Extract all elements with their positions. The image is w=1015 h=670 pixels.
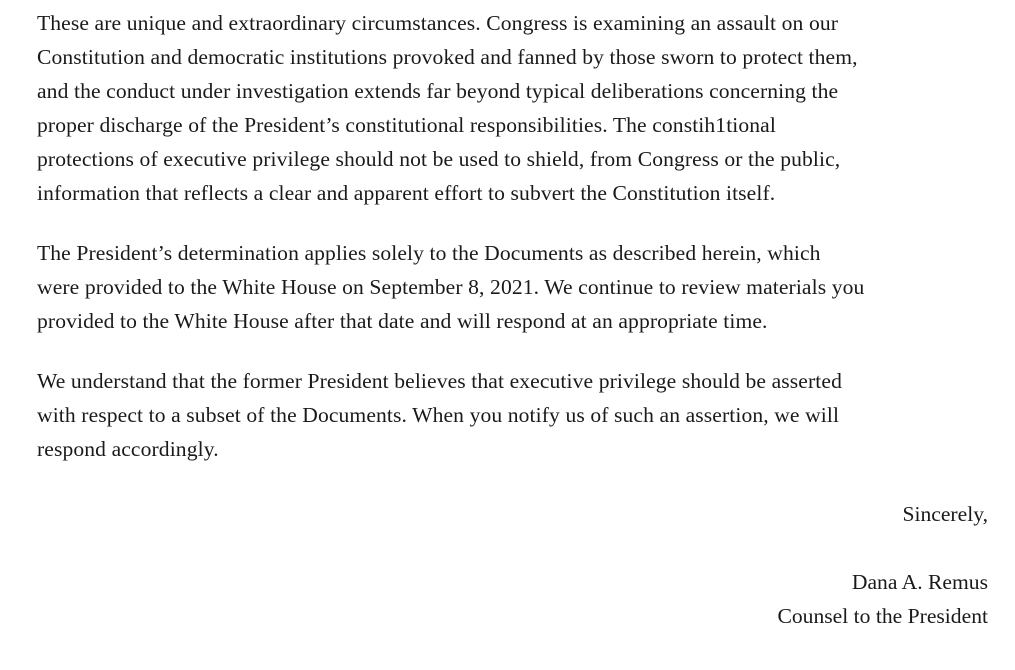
paragraph-line: proper discharge of the President’s constitutional responsibilities. The constih1tional [37, 113, 776, 137]
paragraph-line: and the conduct under investigation extends far beyond typical deliberations concerning the [37, 79, 839, 103]
paragraph-line: information that reflects a clear and apparent effort to subvert the Constitution itself. [37, 181, 776, 205]
paragraph-line: were provided to the White House on September 8, 2021. We continue to review materials you [37, 275, 865, 299]
paragraph-former-president [37, 364, 992, 466]
paragraph-line: with respect to a subset of the Documents. When you notify us of such an assertion, we will [37, 403, 840, 427]
closing-salutation: Sincerely, [902, 502, 988, 526]
paragraph-line: protections of executive privilege should not be used to shield, from Congress or the public, [37, 147, 841, 171]
paragraph-line: These are unique and extraordinary circumstances. Congress is examining an assault on our [37, 11, 839, 35]
paragraph-line: We understand that the former President believes that executive privilege should be asserted [37, 369, 842, 393]
paragraph-line: Constitution and democratic institutions provoked and fanned by those sworn to protect them, [37, 45, 858, 69]
paragraph-circumstances [37, 6, 992, 210]
paragraph-determination [37, 236, 992, 338]
signature-name: Dana A. Remus [851, 570, 988, 594]
paragraph-line: The President’s determination applies solely to the Documents as described herein, which [37, 241, 821, 265]
paragraph-line: provided to the White House after that date and will respond at an appropriate time. [37, 309, 768, 333]
letter-body [37, 6, 992, 466]
paragraph-line: respond accordingly. [37, 437, 219, 461]
signature-title: Counsel to the President [777, 604, 988, 628]
